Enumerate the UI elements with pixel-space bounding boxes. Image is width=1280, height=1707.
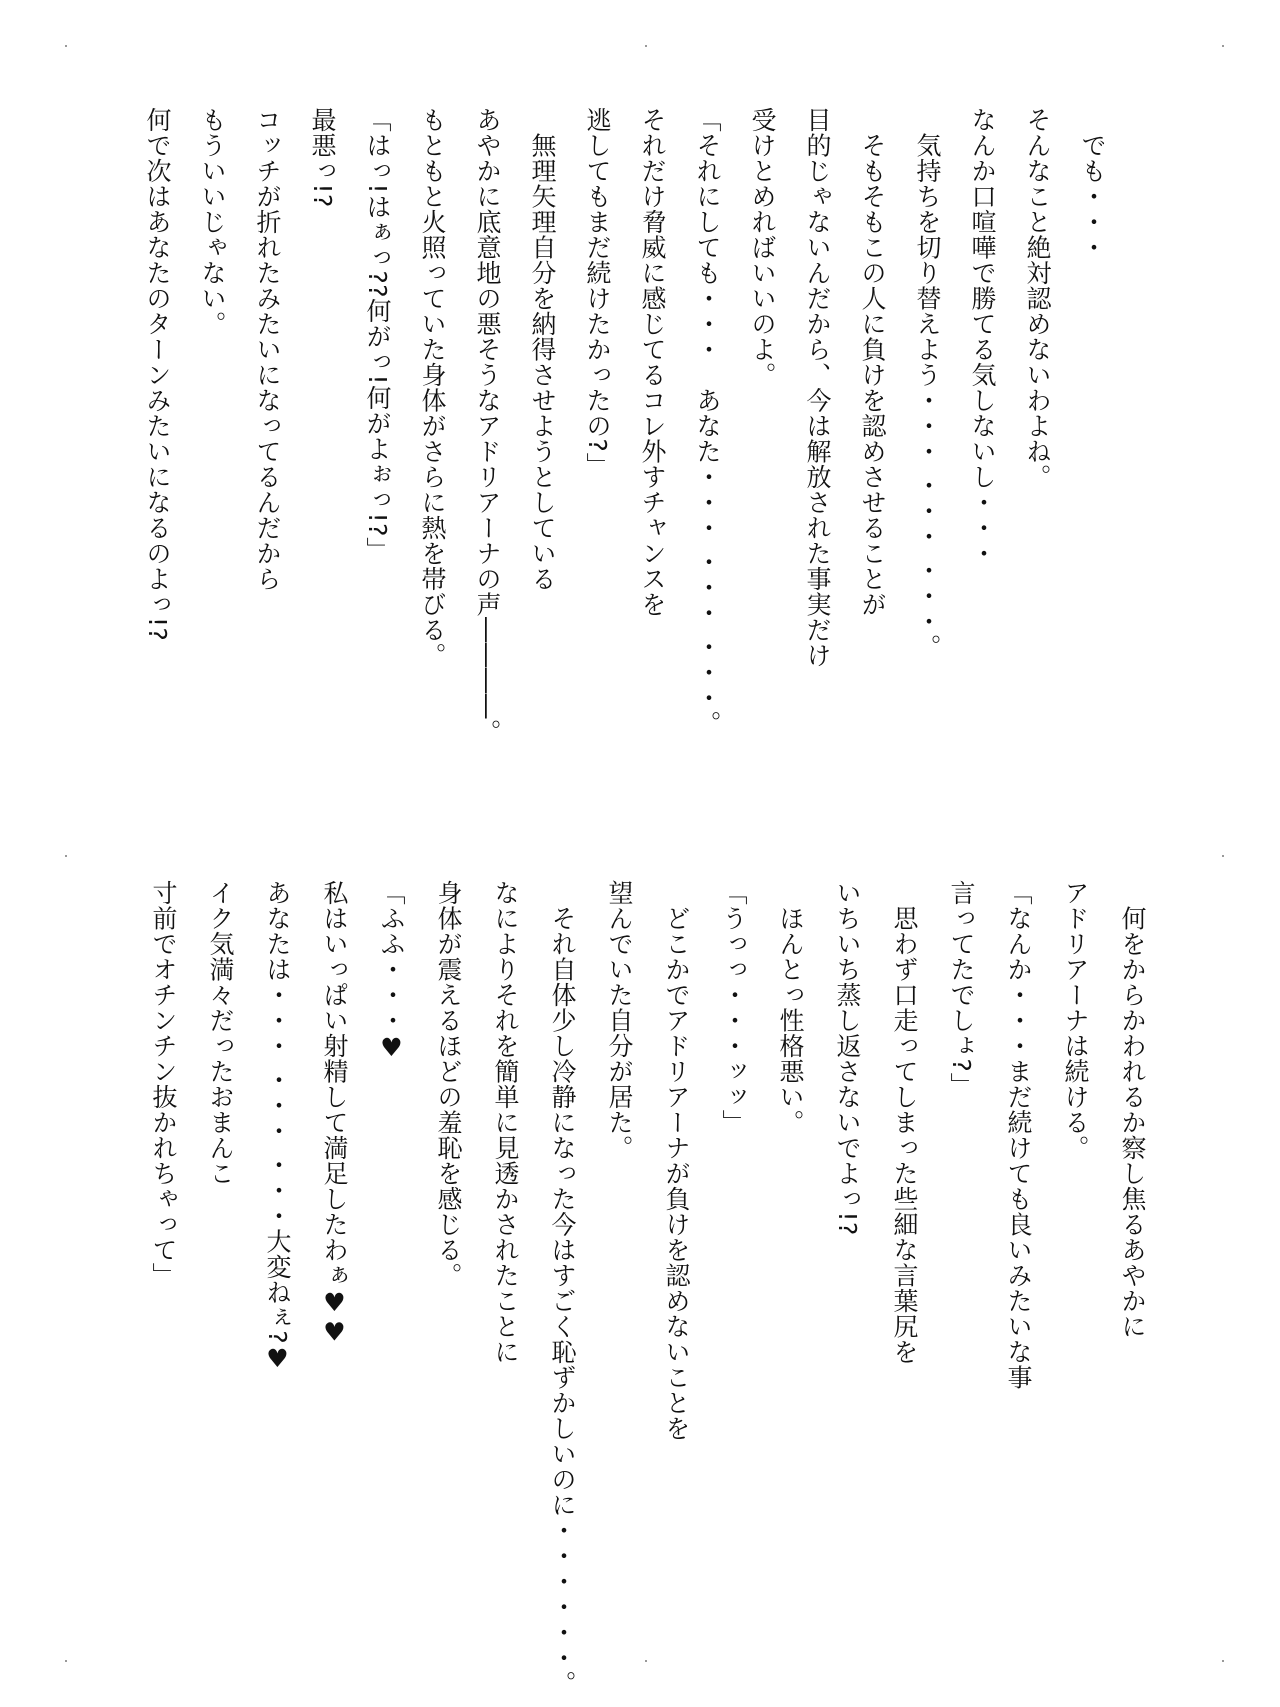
crop-mark (65, 1660, 67, 1662)
text-line: もういいじゃない。 (198, 107, 227, 337)
crop-mark (1222, 1660, 1224, 1662)
text-section-top (130, 107, 1120, 745)
text-line: 目的じゃないんだから、今は解放された事実だけ (803, 107, 832, 668)
text-line: 何をからかわれるか察し焦るあやかに (1118, 880, 1147, 1339)
crop-mark (65, 855, 67, 857)
text-line: コッチが折れたみたいになってるんだから (253, 107, 282, 592)
text-line: アドリアーナは続ける。 (1061, 880, 1090, 1161)
text-line: 気持ちを切り替えよう・・・ ・・・ ・・・。 (913, 107, 942, 660)
text-line: 「はっ!はぁっ??何がっ!何がよぉっ!?」 (363, 107, 392, 563)
crop-mark (1222, 45, 1224, 47)
text-line: 受けとめればいいのよ。 (748, 107, 777, 388)
text-line: そんなこと絶対認めないわよね。 (1023, 107, 1052, 490)
text-line: どこかでアドリアーナが負けを認めないことを (662, 880, 691, 1441)
text-line: 寸前でオチンチン抜かれちゃって」 (149, 880, 178, 1288)
text-line: 何で次はあなたのターンみたいになるのよっ!? (143, 107, 172, 642)
text-line: 「なんか・・・まだ続けても良いみたいな事 (1004, 880, 1033, 1390)
text-line: 無理矢理自分を納得させようとしている (528, 107, 557, 592)
text-line: 思わず口走ってしまった些細な言葉尻を (890, 880, 919, 1365)
text-line: なんか口喧嘩で勝てる気しないし・・・ (968, 107, 997, 566)
text-line: それだけ脅威に感じてるコレ外すチャンスを (638, 107, 667, 617)
text-line: そもそもこの人に負けを認めさせることが (858, 107, 887, 617)
text-line: あやかに底意地の悪そうなアドリアーナの声――――。 (473, 107, 502, 745)
text-line: 身体が震えるほどの羞恥を感じる。 (434, 880, 463, 1288)
text-line: でも・・・ (1078, 107, 1107, 260)
text-section-bottom (135, 880, 1161, 1696)
text-line: いちいち蒸し返さないでよっ!? (833, 880, 862, 1236)
text-line: もともと火照っていた身体がさらに熱を帯びる。 (418, 107, 447, 668)
text-line: ほんとっ性格悪い。 (776, 880, 805, 1135)
text-line: それ自体少し冷静になった今はすごく恥ずかしいのに・・・・・・。 (548, 880, 577, 1696)
crop-mark (65, 45, 67, 47)
text-line: 「うっっ・・・ッッ」 (719, 880, 748, 1135)
text-line: なによりそれを簡単に見透かされたことに (491, 880, 520, 1365)
text-line: 最悪っ!? (308, 107, 337, 208)
text-line: イク気満々だったおまんこ (206, 880, 235, 1186)
text-line: 逃してもまだ続けたかったの?」 (583, 107, 612, 478)
crop-mark (645, 45, 647, 47)
text-line: 「それにしても・・・ あなた・・・ ・・・ ・・・。 (693, 107, 722, 736)
crop-mark (1222, 855, 1224, 857)
text-line: 望んでいた自分が居た。 (605, 880, 634, 1161)
text-line: 私はいっぱい射精して満足したわぁ♥♥ (320, 880, 349, 1347)
text-line: 「ふふ・・・♥ (377, 880, 406, 1063)
text-line: 言ってたでしょ?」 (947, 880, 976, 1098)
crop-mark (645, 1660, 647, 1662)
text-line: あなたは・・・ ・・・ ・・・大変ねぇ?♥ (263, 880, 292, 1374)
